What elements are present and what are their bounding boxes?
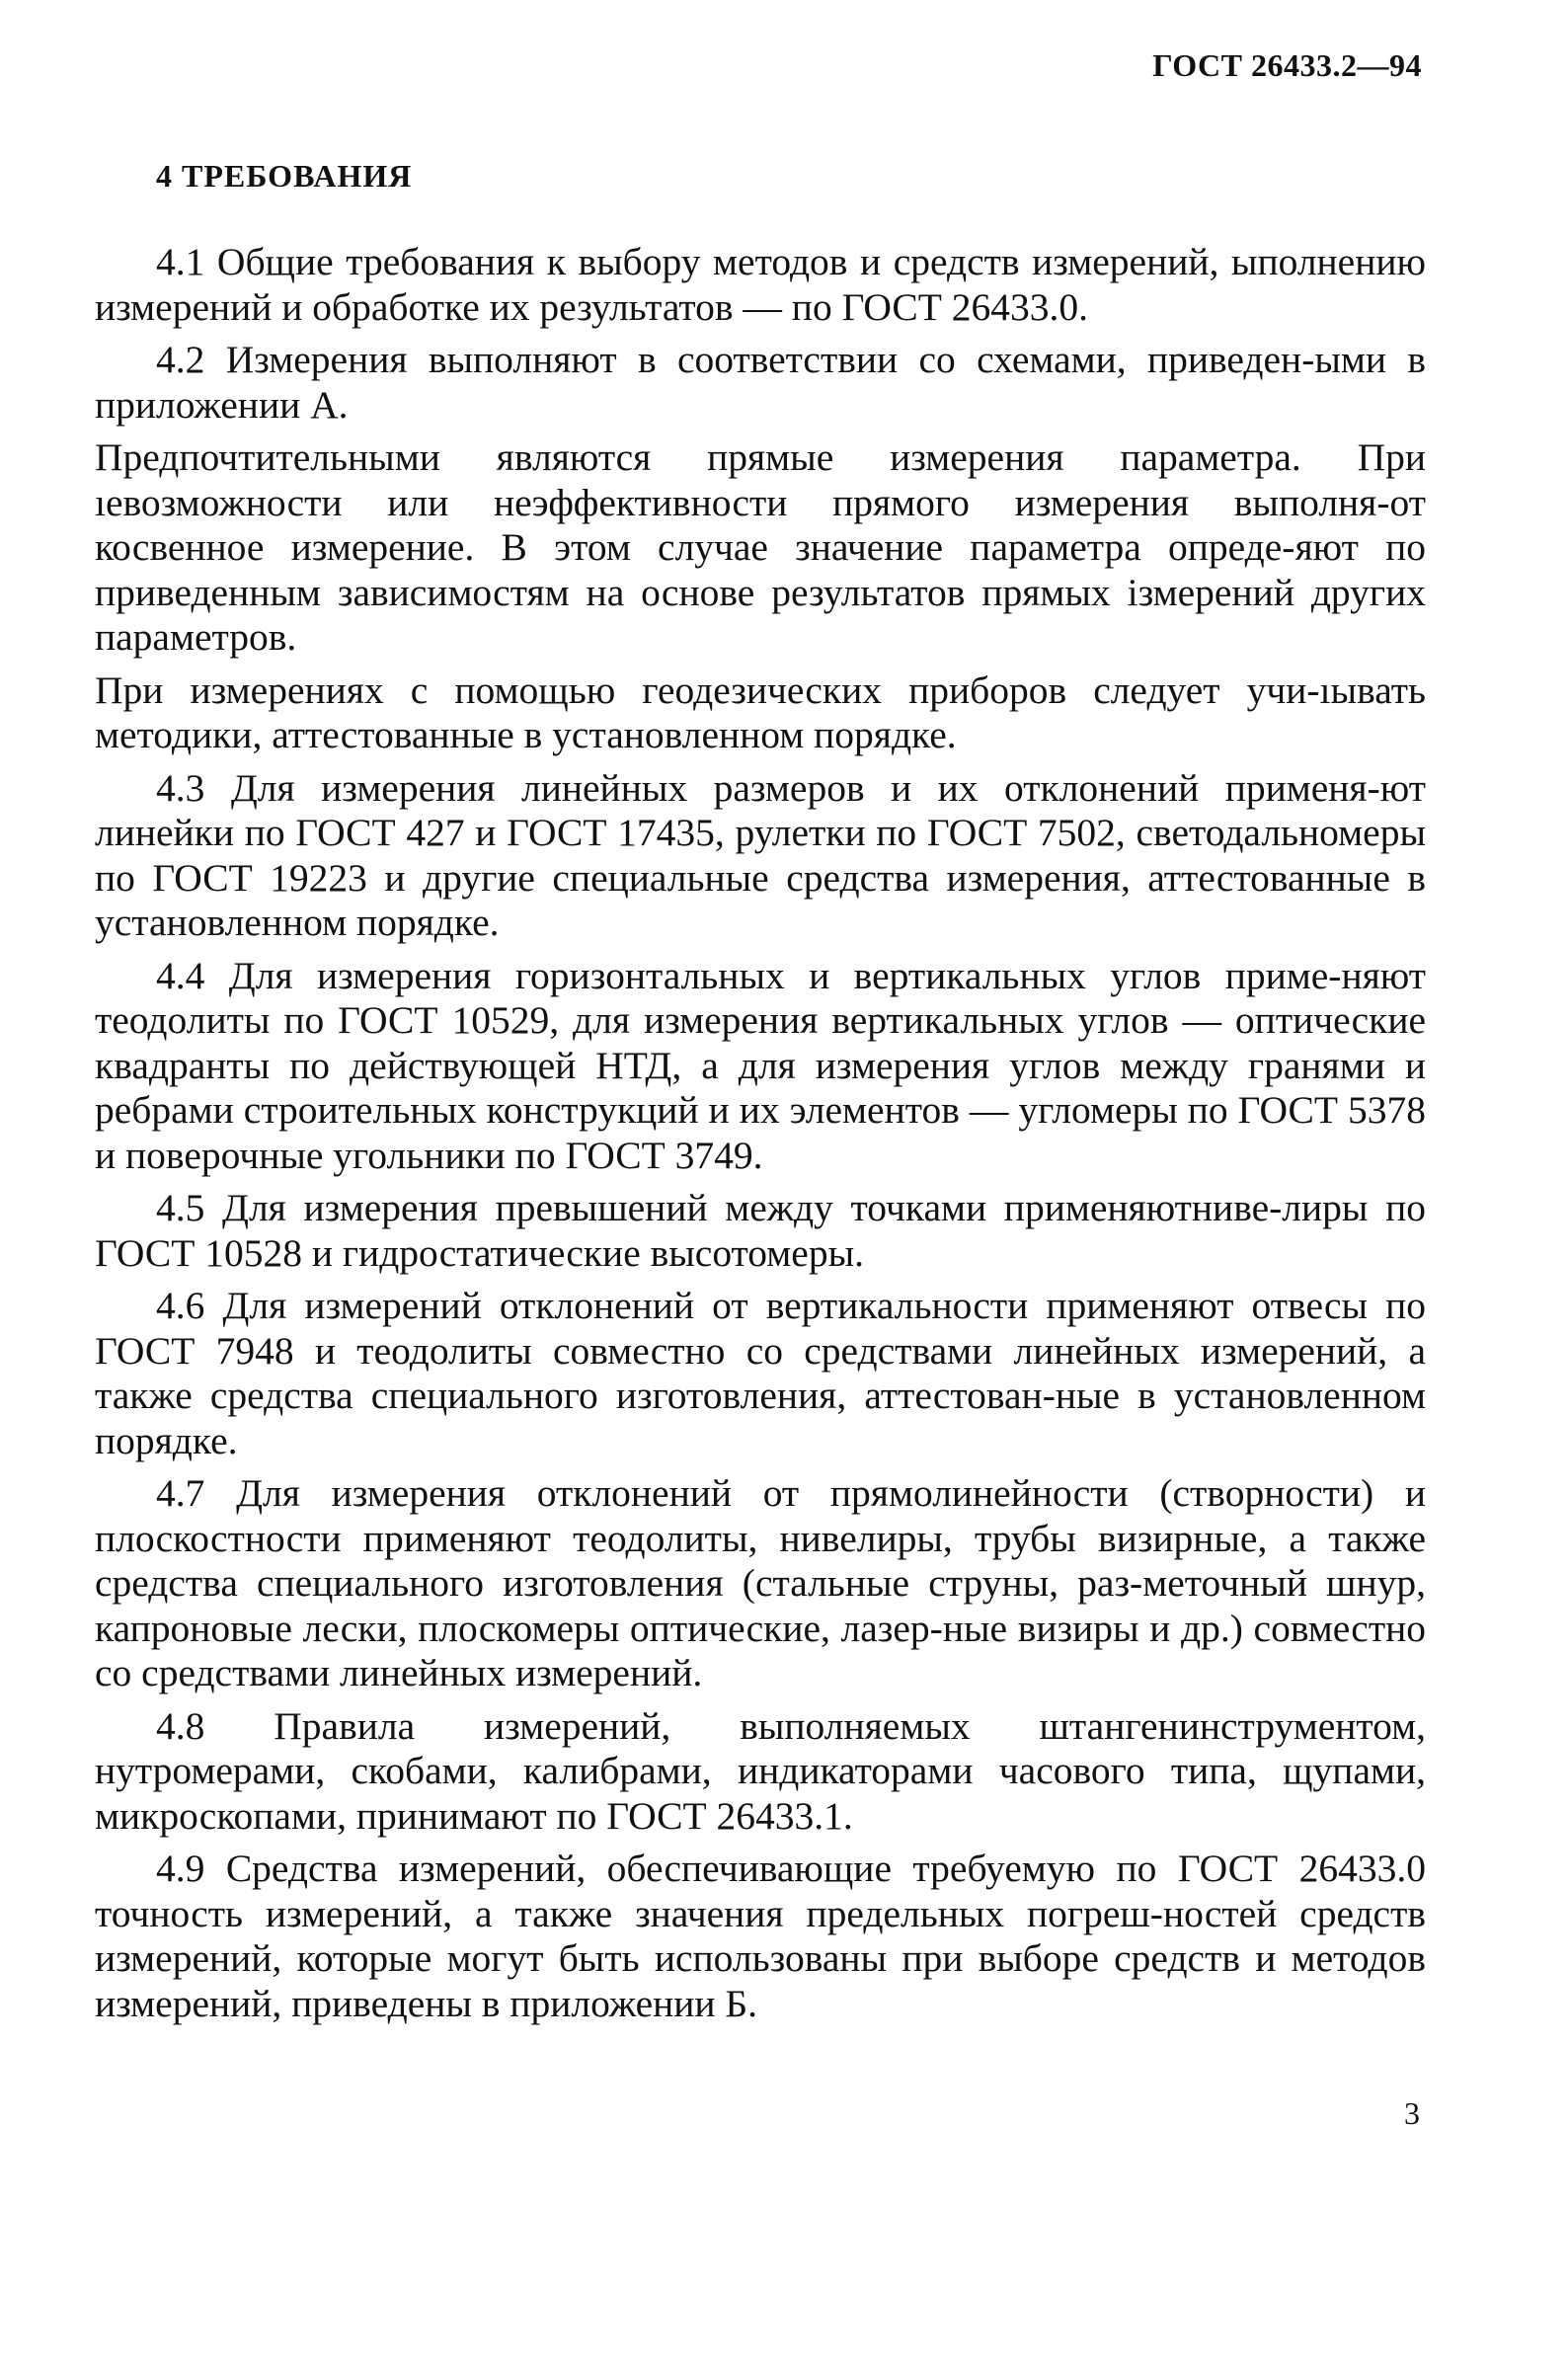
- paragraph-4-3: 4.3 Для измерения линейных размеров и их отклонений применя-ют линейки по ГОСТ 427 и ГОСТ 17435, рулетки по ГОСТ 7502, светодальномеры по ГОСТ 19223 и другие специальные средства измерения, аттестованные в установленном порядке.: [95, 765, 1426, 944]
- document-code-header: ГОСТ 26433.2—94: [1152, 47, 1422, 83]
- paragraph-direct-measurements: Предпочтительными являются прямые измерения параметра. При ıевозможности или неэффективности прямого измерения выполня-от косвенное измерение. В этом случае значение параметра опреде-яют по приведенным зависимостям на основе результатов прямых ізмерений других параметров.: [95, 435, 1426, 659]
- paragraph-4-7: 4.7 Для измерения отклонений от прямолинейности (створности) и плоскостности применяют теодолиты, нивелиры, трубы визирные, а также средства специального изготовления (стальные струны, раз-меточный шнур, капроновые лески, плоскомеры оптические, лазер-ные визиры и др.) совместно со средствами линейных измерений.: [95, 1471, 1426, 1694]
- paragraph-4-9: 4.9 Средства измерений, обеспечивающие требуемую по ГОСТ 26433.0 точность измерений, а также значения предельных погреш-ностей средств измерений, которые могут быть использованы при выборе средств и методов измерений, приведены в приложении Б.: [95, 1847, 1426, 2025]
- paragraph-4-6: 4.6 Для измерений отклонений от вертикальности применяют отвесы по ГОСТ 7948 и теодолиты совместно со средствами линейных измерений, а также средства специального изготовления, аттестован-ные в установленном порядке.: [95, 1284, 1426, 1462]
- paragraph-4-4: 4.4 Для измерения горизонтальных и вертикальных углов приме-няют теодолиты по ГОСТ 10529, для измерения вертикальных углов — оптические квадранты по действующей НТД, а для измерения углов между гранями и ребрами строительных конструкций и их элементов — угломеры по ГОСТ 5378 и поверочные угольники по ГОСТ 3749.: [95, 953, 1426, 1177]
- paragraph-4-2: 4.2 Измерения выполняют в соответствии со схемами, приведен-ыми в приложении А.: [95, 338, 1426, 427]
- document-body: [95, 240, 1426, 2034]
- paragraph-geodesic-instruments: При измерениях с помощью геодезических приборов следует учи-ıывать методики, аттестованные в установленном порядке.: [95, 668, 1426, 756]
- paragraph-4-1: 4.1 Общие требования к выбору методов и средств измерений, ыполнению измерений и обработке их результатов — по ГОСТ 26433.0.: [95, 240, 1426, 329]
- section-title: 4 ТРЕБОВАНИЯ: [156, 158, 413, 194]
- paragraph-4-8: 4.8 Правила измерений, выполняемых штангенинструментом, нутромерами, скобами, калибрами, индикаторами часового типа, щупами, микроскопами, принимают по ГОСТ 26433.1.: [95, 1703, 1426, 1838]
- page-number: 3: [1404, 2095, 1420, 2131]
- paragraph-4-5: 4.5 Для измерения превышений между точками применяютниве-лиры по ГОСТ 10528 и гидростатические высотомеры.: [95, 1186, 1426, 1275]
